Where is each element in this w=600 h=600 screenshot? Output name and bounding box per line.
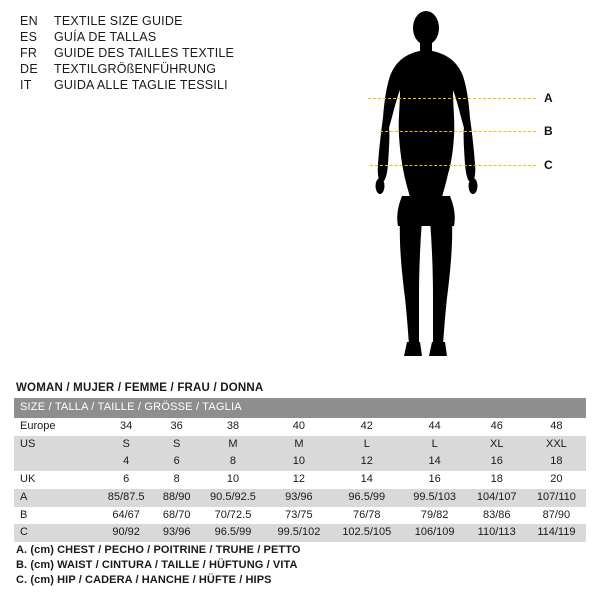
table-row: [14, 418, 586, 436]
cell: 87/90: [527, 507, 586, 525]
table-row: [14, 507, 586, 525]
cell: 83/86: [467, 507, 527, 525]
table-row: [14, 471, 586, 489]
cell: 44: [403, 418, 467, 436]
row-label: Europe: [14, 418, 98, 436]
language-code: FR: [20, 46, 38, 60]
cell: 73/75: [267, 507, 331, 525]
table-header-row: [14, 398, 586, 418]
measurement-legend: [16, 544, 576, 589]
legend-item-b: B. (cm) WAIST / CINTURA / TAILLE / HÜFTUNG / VITA: [16, 559, 298, 571]
cell: 38: [199, 418, 267, 436]
measure-line-a: [368, 98, 536, 99]
table-header-label: SIZE / TALLA / TAILLE / GRÖSSE / TAGLIA: [14, 398, 586, 418]
cell: 93/96: [267, 489, 331, 507]
table-row: [14, 489, 586, 507]
language-code: EN: [20, 14, 38, 28]
legend-item-c: C. (cm) HIP / CADERA / HANCHE / HÜFTE / HIPS: [16, 574, 272, 586]
cell: 6: [154, 453, 199, 471]
cell: XXL: [527, 436, 586, 454]
legend-item-a: A. (cm) CHEST / PECHO / POITRINE / TRUHE / PETTO: [16, 544, 301, 556]
measure-label-a: A: [544, 91, 553, 105]
cell: 16: [403, 471, 467, 489]
cell: 18: [527, 453, 586, 471]
table-row: [14, 524, 586, 542]
cell: 10: [199, 471, 267, 489]
cell: 99.5/103: [403, 489, 467, 507]
language-title: GUIDE DES TAILLES TEXTILE: [54, 46, 235, 60]
table-group-title: WOMAN / MUJER / FEMME / FRAU / DONNA: [16, 382, 264, 394]
language-code: DE: [20, 62, 38, 76]
cell: 46: [467, 418, 527, 436]
language-title: TEXTILGRÖßENFÜHRUNG: [54, 62, 217, 76]
table-row: [14, 436, 586, 454]
language-row: [20, 62, 350, 76]
cell: 64/67: [98, 507, 154, 525]
measure-label-b: B: [544, 124, 553, 138]
cell: 42: [331, 418, 403, 436]
language-row: [20, 30, 350, 44]
row-label: A: [14, 489, 98, 507]
cell: 14: [331, 471, 403, 489]
cell: 96.5/99: [199, 524, 267, 542]
cell: 8: [199, 453, 267, 471]
cell: 96.5/99: [331, 489, 403, 507]
cell: 36: [154, 418, 199, 436]
cell: 107/110: [527, 489, 586, 507]
cell: 110/113: [467, 524, 527, 542]
cell: 88/90: [154, 489, 199, 507]
cell: 79/82: [403, 507, 467, 525]
language-row: [20, 78, 350, 92]
cell: 106/109: [403, 524, 467, 542]
cell: 90/92: [98, 524, 154, 542]
language-row: [20, 46, 350, 60]
cell: XL: [467, 436, 527, 454]
cell: 70/72.5: [199, 507, 267, 525]
cell: 34: [98, 418, 154, 436]
language-code: ES: [20, 30, 38, 44]
cell: S: [98, 436, 154, 454]
language-title: GUÍA DE TALLAS: [54, 30, 157, 44]
cell: 10: [267, 453, 331, 471]
cell: 8: [154, 471, 199, 489]
cell: 48: [527, 418, 586, 436]
cell: M: [199, 436, 267, 454]
table-row: [14, 453, 586, 471]
cell: 18: [467, 471, 527, 489]
measure-line-b: [380, 131, 536, 132]
row-label: US: [14, 436, 98, 454]
cell: 68/70: [154, 507, 199, 525]
cell: 104/107: [467, 489, 527, 507]
cell: 114/119: [527, 524, 586, 542]
cell: S: [154, 436, 199, 454]
cell: 76/78: [331, 507, 403, 525]
size-table-section: [14, 382, 586, 542]
row-label: B: [14, 507, 98, 525]
cell: 85/87.5: [98, 489, 154, 507]
cell: 90.5/92.5: [199, 489, 267, 507]
size-table: [14, 398, 586, 542]
cell: 99.5/102: [267, 524, 331, 542]
body-figure: [346, 6, 586, 376]
row-label: UK: [14, 471, 98, 489]
language-code: IT: [20, 78, 32, 92]
language-title: TEXTILE SIZE GUIDE: [54, 14, 183, 28]
cell: 102.5/105: [331, 524, 403, 542]
cell: 16: [467, 453, 527, 471]
cell: 4: [98, 453, 154, 471]
cell: L: [331, 436, 403, 454]
female-silhouette-icon: [346, 6, 586, 376]
cell: L: [403, 436, 467, 454]
row-label: [14, 453, 98, 471]
cell: 6: [98, 471, 154, 489]
measure-line-c: [370, 165, 536, 166]
measure-label-c: C: [544, 158, 553, 172]
cell: 14: [403, 453, 467, 471]
cell: M: [267, 436, 331, 454]
language-title: GUIDA ALLE TAGLIE TESSILI: [54, 78, 228, 92]
row-label: C: [14, 524, 98, 542]
language-row: [20, 14, 350, 28]
cell: 40: [267, 418, 331, 436]
cell: 20: [527, 471, 586, 489]
cell: 12: [267, 471, 331, 489]
cell: 93/96: [154, 524, 199, 542]
language-title-list: [20, 14, 350, 94]
cell: 12: [331, 453, 403, 471]
